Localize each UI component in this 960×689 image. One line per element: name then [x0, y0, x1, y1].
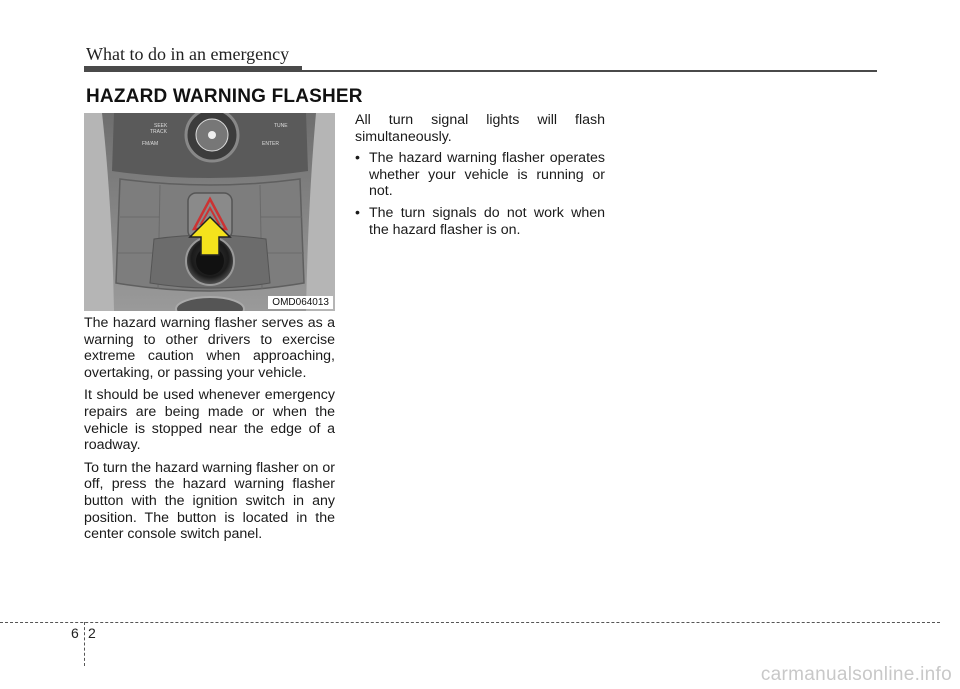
footer-rule [0, 622, 940, 623]
svg-text:FM/AM: FM/AM [142, 141, 159, 147]
bullet-icon: • [355, 150, 360, 167]
list-item-text: The turn signals do not work when the hazard flasher is on. [369, 204, 605, 238]
left-column [84, 315, 335, 549]
page-number: 2 [88, 625, 96, 641]
paragraph: To turn the hazard warning flasher on or off, press the hazard warning flasher button with the ignition switch in any position. The button is located in the center console switch panel. [84, 459, 335, 543]
paragraph: All turn signal lights will flash simultaneously. [355, 112, 605, 145]
right-column [355, 112, 605, 243]
list-item [355, 205, 605, 238]
svg-text:ENTER: ENTER [262, 141, 279, 147]
chapter-header: What to do in an emergency [86, 44, 290, 64]
svg-text:SEEK: SEEK [154, 123, 168, 129]
section-title: HAZARD WARNING FLASHER [86, 86, 363, 107]
chapter-number: 6 [71, 625, 79, 641]
svg-text:TUNE: TUNE [274, 123, 288, 129]
figure-code: OMD064013 [268, 296, 333, 309]
paragraph: It should be used whenever emergency repairs are being made or when the vehicle is stopped near the edge of a roadway. [84, 387, 335, 454]
watermark: carmanualsonline.info [760, 664, 952, 685]
header-rule-thin [84, 70, 877, 72]
list-item-text: The hazard warning flasher operates whether your vehicle is running or not. [369, 150, 605, 200]
console-photo [84, 113, 335, 311]
footer-divider [84, 622, 85, 666]
list-item [355, 150, 605, 200]
svg-text:TRACK: TRACK [150, 129, 167, 135]
center-console-illustration [84, 113, 335, 311]
bullet-icon: • [355, 204, 360, 221]
paragraph: The hazard warning flasher serves as a warning to other drivers to exercise extreme caution when approaching, overtaking, or passing your vehicle. [84, 315, 335, 381]
